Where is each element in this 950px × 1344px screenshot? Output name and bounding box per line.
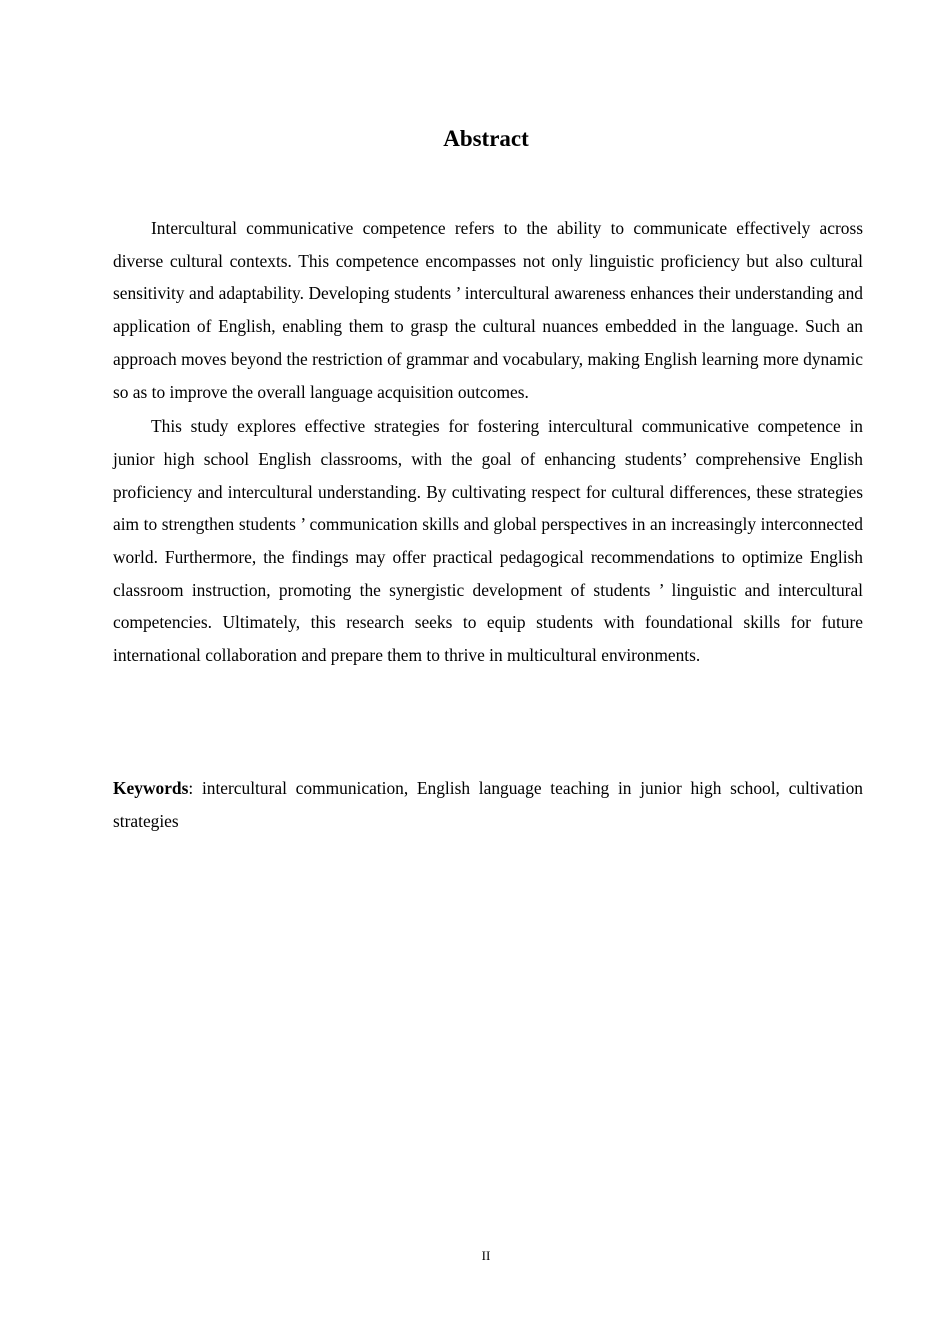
keywords-label: Keywords <box>113 778 189 798</box>
keywords-line <box>113 772 863 837</box>
keywords-separator: : <box>188 778 202 798</box>
abstract-paragraph-1: Intercultural communicative competence refers to the ability to communicate effectively across diverse cultural contexts. This competence encompasses not only linguistic proficiency but also cultural sensitivity and adaptability. Developing students ’ intercultural awareness enhances their understanding and application of English, enabling them to grasp the cultural nuances embedded in the language. Such an approach moves beyond the restriction of grammar and vocabulary, making English learning more dynamic so as to improve the overall language acquisition outcomes. <box>113 218 863 402</box>
abstract-paragraph-2: This study explores effective strategies for fostering intercultural communicative competence in junior high school English classrooms, with the goal of enhancing students’ comprehensive English proficiency and intercultural understanding. By cultivating respect for cultural differences, these strategies aim to strengthen students ’ communication skills and global perspectives in an increasingly interconnected world. Furthermore, the findings may offer practical pedagogical recommendations to optimize English classroom instruction, promoting the synergistic development of students ’ linguistic and intercultural competencies. Ultimately, this research seeks to equip students with foundational skills for future international collaboration and prepare them to thrive in multicultural environments. <box>113 416 863 666</box>
keywords-text: intercultural communication, English language teaching in junior high school, cultivation strategies <box>113 778 863 831</box>
abstract-body <box>113 212 863 672</box>
page-number: II <box>481 1248 491 1263</box>
page-title: Abstract <box>443 126 529 151</box>
